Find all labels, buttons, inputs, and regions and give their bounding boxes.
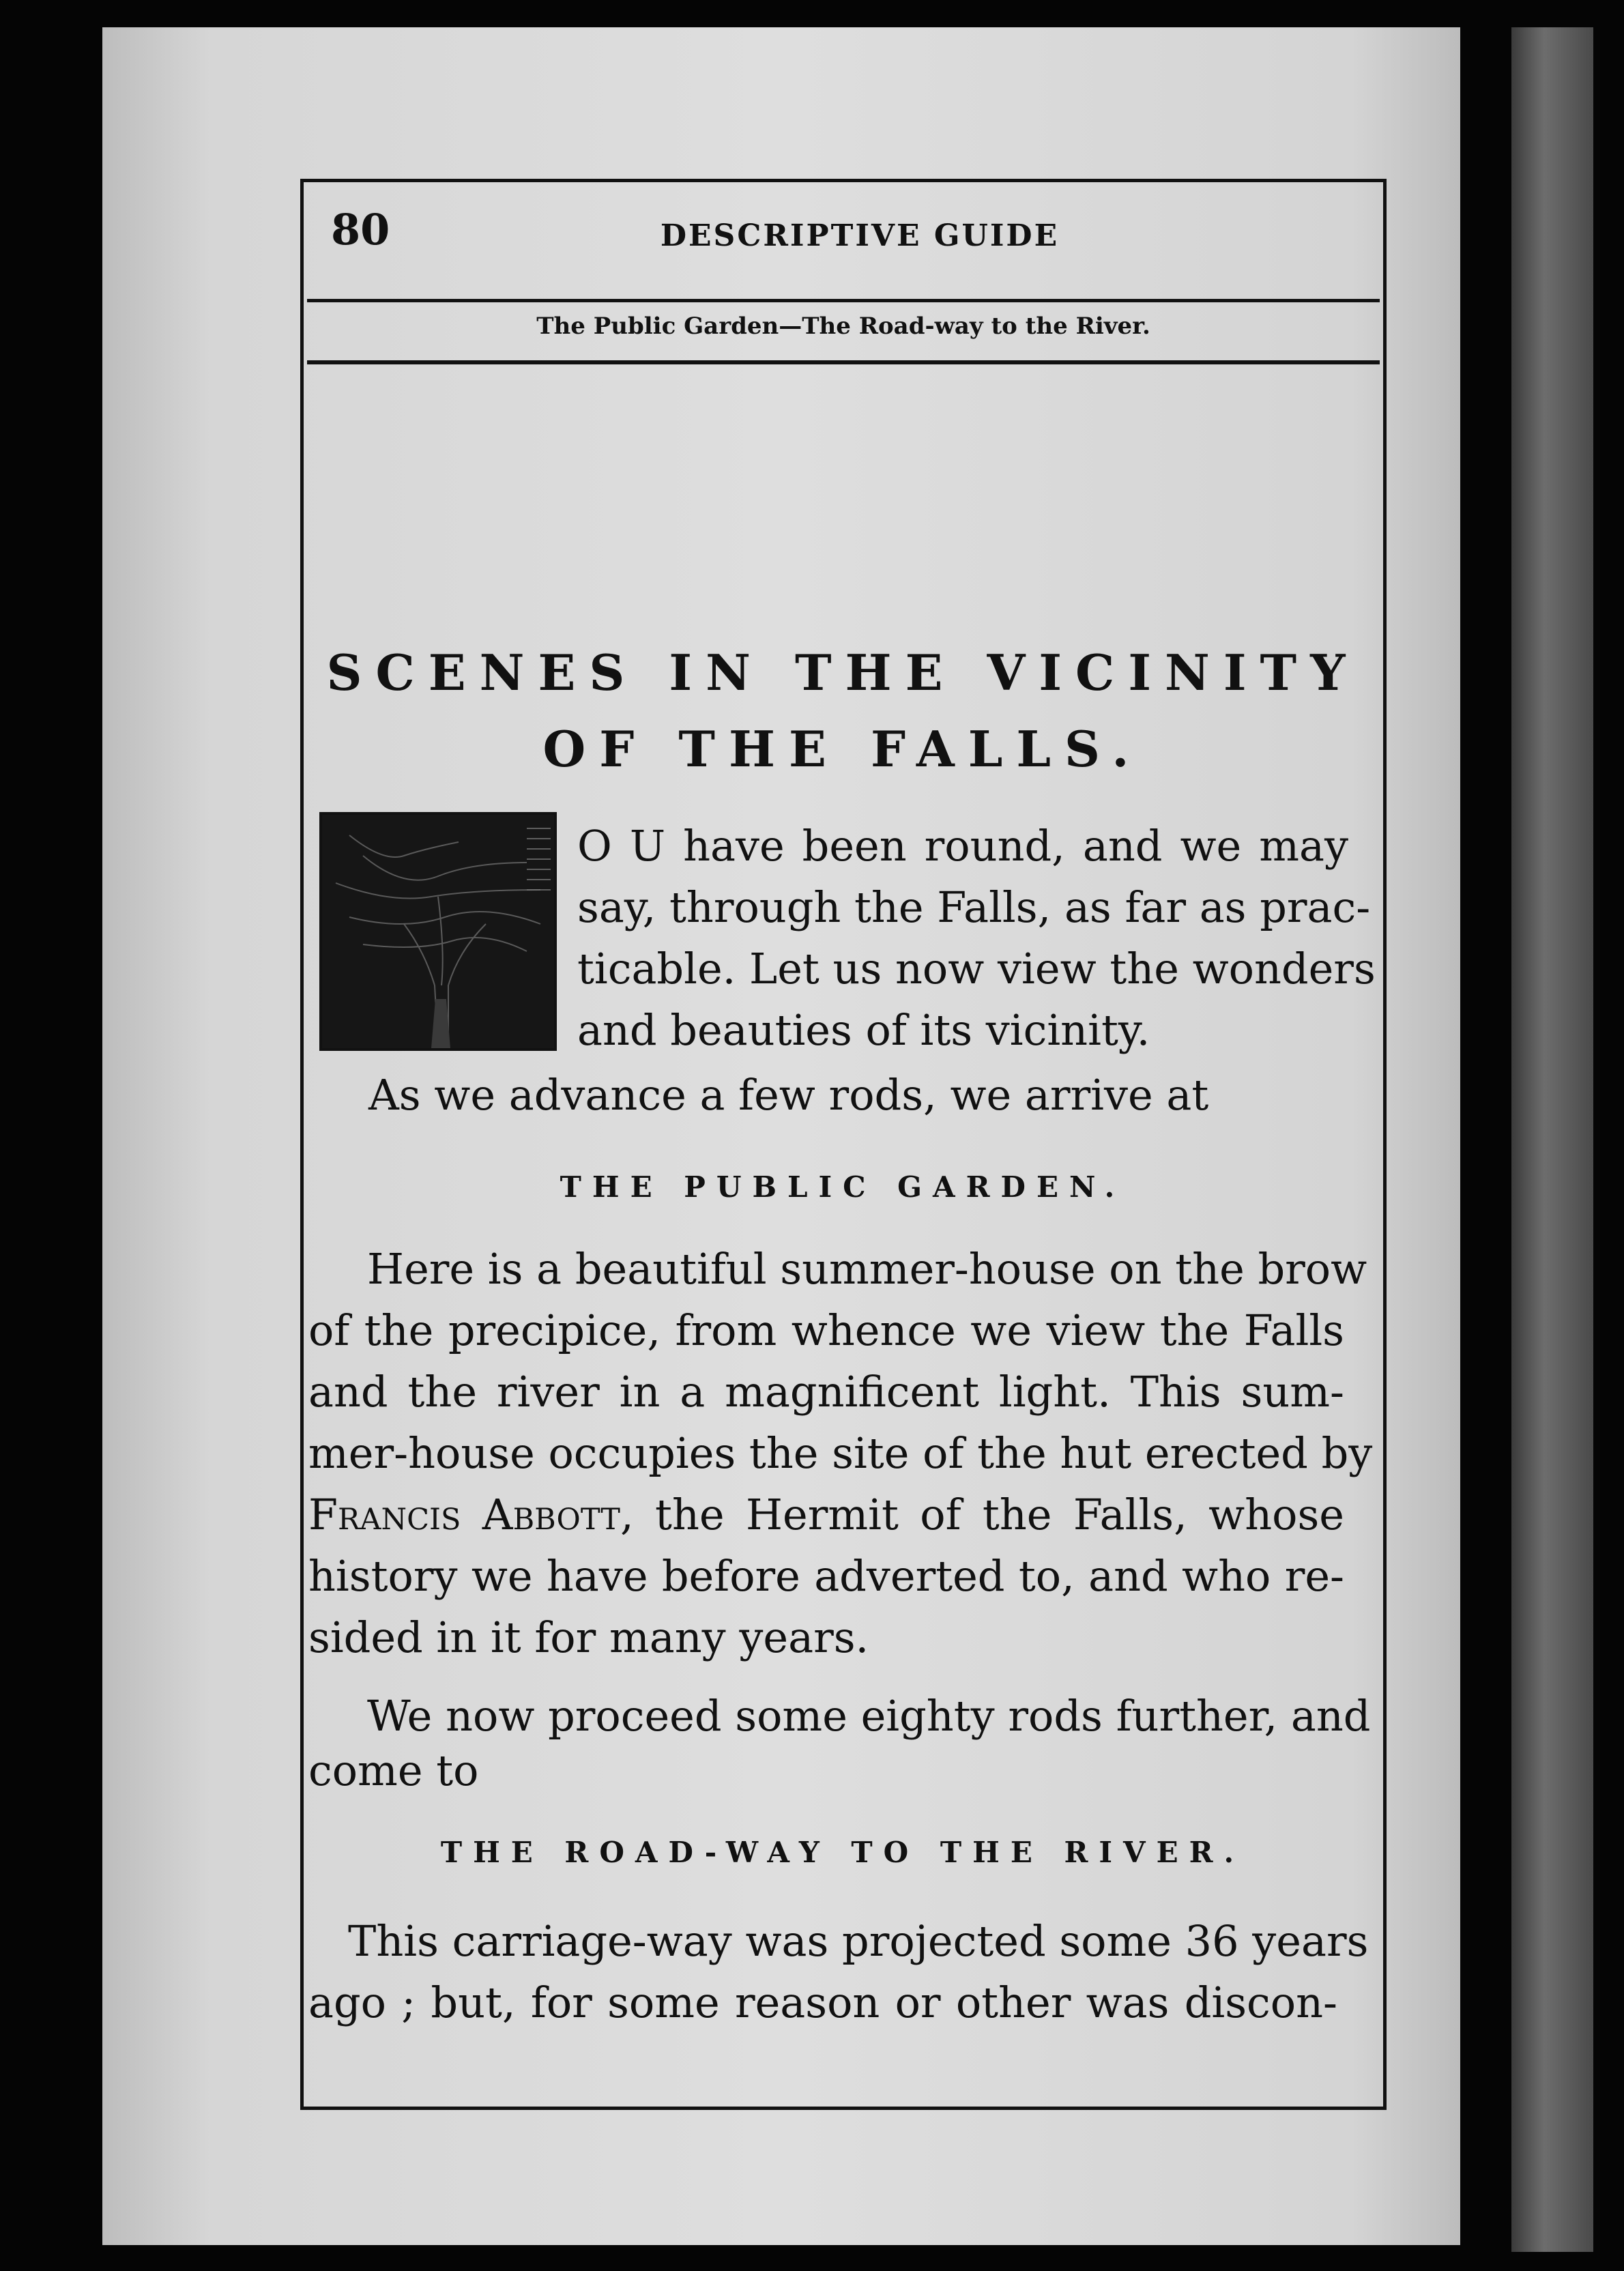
garden-line-3: and the river in a magnificent light. This sum- [308,1367,1344,1417]
chapter-title-line-1: SCENES IN THE VICINITY [326,643,1359,701]
transition-line-1: We now proceed some eighty rods further, and [367,1691,1371,1741]
chapter-title-line-2: OF THE FALLS. [542,720,1143,778]
section-heading-public-garden: THE PUBLIC GARDEN. [560,1170,1126,1204]
roadway-line-1: This carriage-way was projected some 36 years [348,1916,1369,1966]
garden-line-4: mer-house occupies the site of the hut erected by [308,1428,1373,1478]
transition-line-2: come to [308,1746,479,1795]
garden-line-6: history we have before adverted to, and who re- [308,1551,1344,1601]
garden-line-5-rest: the Hermit of the Falls, whose [633,1490,1345,1539]
chapter-title [321,635,1365,787]
page-subheading: The Public Garden—The Road-way to the River. [536,313,1150,340]
hermit-name: Francis Abbott, [308,1490,634,1539]
garden-line-2: of the precipice, from whence we view the Falls [308,1305,1344,1355]
intro-line-5: As we advance a few rods, we arrive at [368,1070,1209,1120]
header-rule [307,299,1380,302]
tree-woodcut-icon [322,815,554,1048]
intro-line-1: O U have been round, and we may [577,821,1348,871]
intro-line-4: and beauties of its vicinity. [577,1005,1150,1055]
section-heading-road-way: THE ROAD-WAY TO THE RIVER. [440,1836,1245,1869]
subheading-rule [307,360,1380,364]
adjacent-page-edge [1511,27,1593,2252]
page-number: 80 [331,205,390,255]
page-border [300,179,1387,2110]
dropcap-tree-icon [319,812,557,1051]
intro-line-3: ticable. Let us now view the wonders [577,944,1376,994]
garden-line-7: sided in it for many years. [308,1612,869,1662]
intro-line-2: say, through the Falls, as far as prac- [577,882,1371,932]
running-title: DESCRIPTIVE GUIDE [660,218,1060,253]
garden-line-5 [308,1484,1344,1546]
garden-line-1: Here is a beautiful summer-house on the brow [367,1244,1367,1294]
roadway-line-2: ago ; but, for some reason or other was discon- [308,1978,1337,2027]
